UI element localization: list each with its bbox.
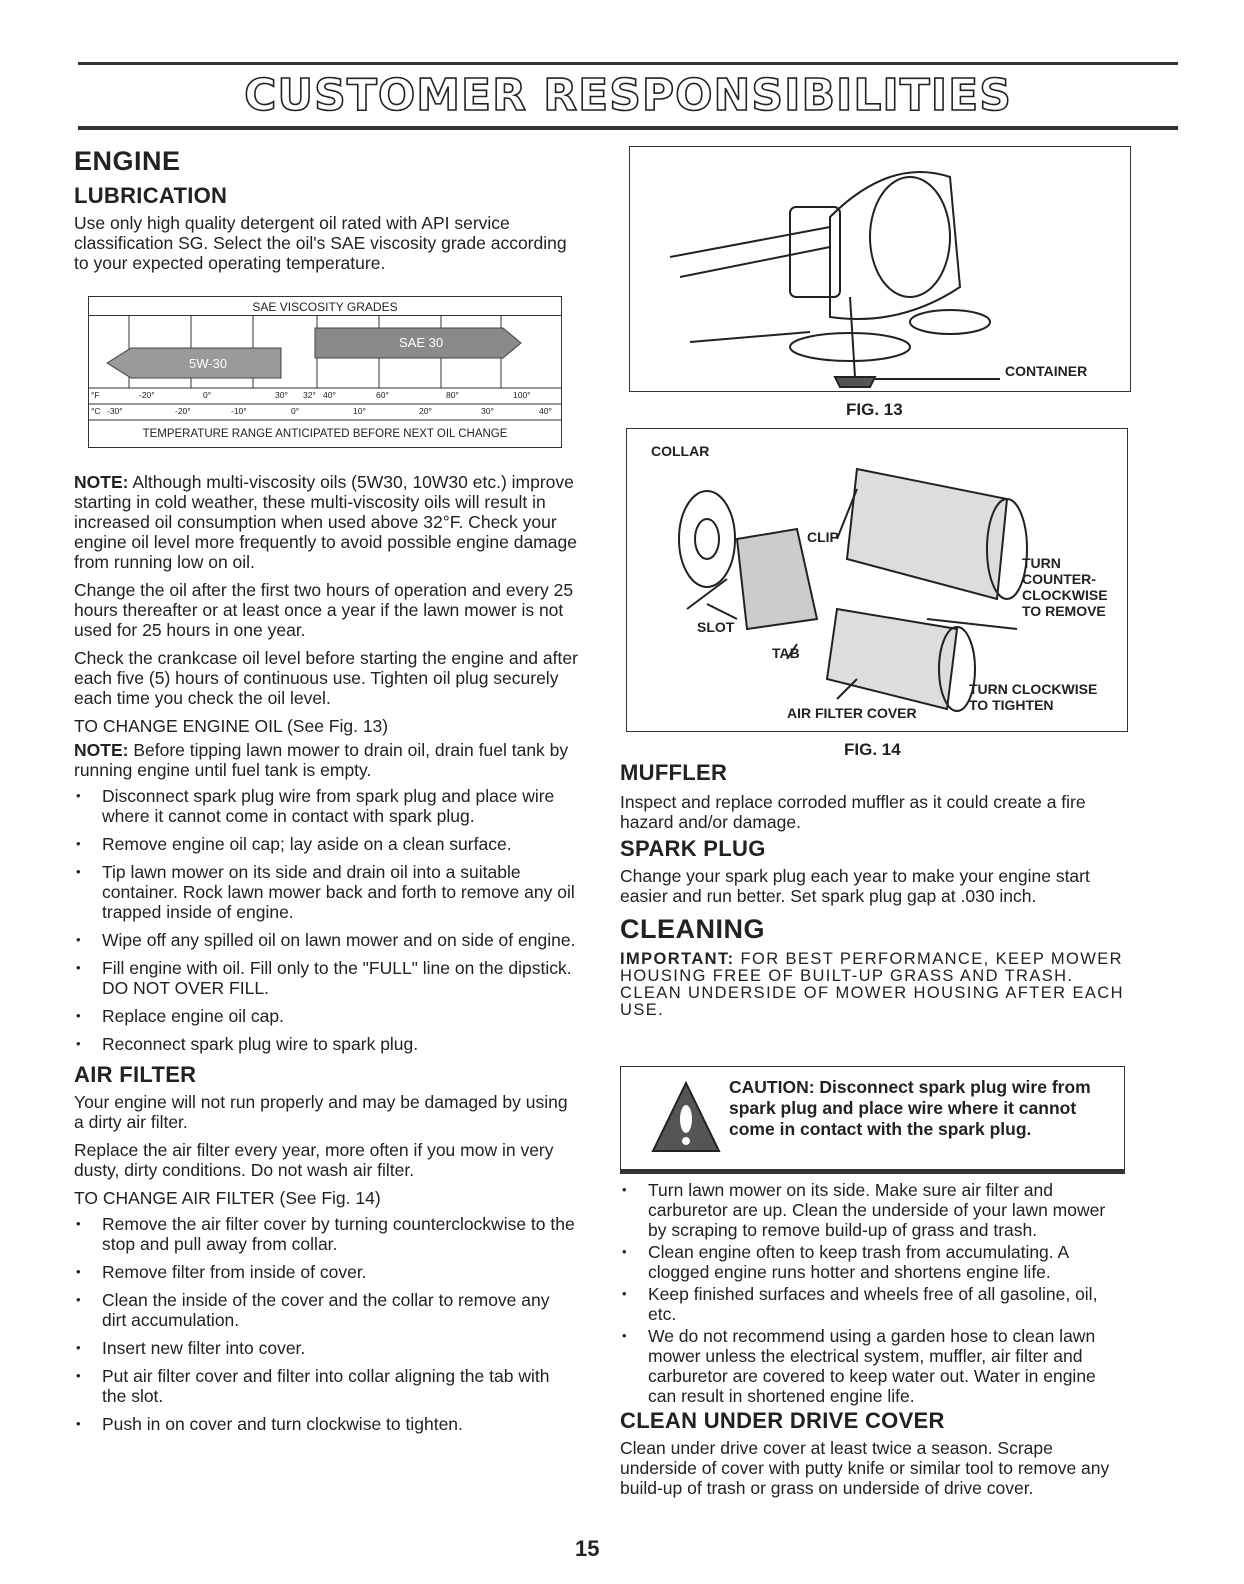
c-tick: -30° xyxy=(107,406,123,416)
list-item: • Wipe off any spilled oil on lawn mower and on side of engine. xyxy=(74,930,578,950)
c-unit: °C xyxy=(91,406,101,416)
fig14-label-turn-ccw: TURN COUNTER- CLOCKWISE TO REMOVE xyxy=(1022,555,1108,619)
list-item: • Tip lawn mower on its side and drain oil into a suitable container. Rock lawn mower back and forth to remove any oil trapped inside of engine. xyxy=(74,862,578,922)
viscosity-chart-title: SAE VISCOSITY GRADES xyxy=(252,300,398,314)
fig14-caption: FIG. 14 xyxy=(844,740,901,759)
viscosity-chart xyxy=(88,296,562,448)
spark-plug-text: Change your spark plug each year to make your engine start easier and run better. Set spark plug gap at .030 inch. xyxy=(620,866,1090,906)
list-item: • Put air filter cover and filter into collar aligning the tab with the slot. xyxy=(74,1366,578,1406)
f-tick: 60° xyxy=(376,390,389,400)
list-item: • Clean the inside of the cover and the collar to remove any dirt accumulation. xyxy=(74,1290,578,1330)
note-text: Before tipping lawn mower to drain oil, drain fuel tank by running engine until fuel tank is empty. xyxy=(74,740,569,780)
cleaning-heading: CLEANING xyxy=(620,914,765,944)
important-text: FOR BEST PERFORMANCE, KEEP MOWER HOUSING FREE OF BUILT-UP GRASS AND TRASH. CLEAN UNDERSIDE OF MOWER HOUSING AFTER EACH USE. xyxy=(620,950,1124,1019)
list-item: • Remove filter from inside of cover. xyxy=(74,1262,578,1282)
c-tick: 20° xyxy=(419,406,432,416)
fig14-label-clip: CLIP xyxy=(807,529,839,545)
page-number: 15 xyxy=(575,1536,600,1561)
f-tick: 30° xyxy=(275,390,288,400)
warning-icon xyxy=(651,1081,721,1155)
fig13-label-container: CONTAINER xyxy=(1005,363,1088,379)
c-tick: 0° xyxy=(291,406,300,416)
note-drain-fuel xyxy=(74,740,578,780)
note-multiviscosity xyxy=(74,472,578,572)
drive-cover-text: Clean under drive cover at least twice a season. Scrape underside of cover with putty knife or similar tool to remove any build-up of trash or grass on underside of drive cover. xyxy=(620,1438,1110,1498)
mower-oil-drain-drawing xyxy=(630,147,1130,391)
fig13-illustration xyxy=(629,146,1131,392)
top-rule xyxy=(78,62,1178,65)
f-tick: 80° xyxy=(446,390,459,400)
c-tick: 30° xyxy=(481,406,494,416)
change-oil-paragraph: Change the oil after the first two hours of operation and every 25 hours thereafter or at least once a year if the lawn mower is not used for 25 hours in one year. xyxy=(74,580,574,640)
c-tick: 10° xyxy=(353,406,366,416)
drive-cover-heading: CLEAN UNDER DRIVE COVER xyxy=(620,1408,945,1433)
spark-plug-heading: SPARK PLUG xyxy=(620,836,766,861)
to-change-oil-label: TO CHANGE ENGINE OIL (See Fig. 13) xyxy=(74,716,389,736)
fig14-label-turn-cw: TURN CLOCKWISE TO TIGHTEN xyxy=(969,681,1098,713)
right-column-lower xyxy=(620,1180,1125,1498)
list-item: • We do not recommend using a garden hose to clean lawn mower unless the electrical system, muffler, air filter and carburetor are covered to keep water out. Water in engine can result in shortened engine life. xyxy=(620,1326,1125,1406)
air-filter-heading: AIR FILTER xyxy=(74,1062,197,1087)
f-tick: 100° xyxy=(513,390,531,400)
note-label: NOTE: xyxy=(74,472,129,492)
list-item: • Insert new filter into cover. xyxy=(74,1338,578,1358)
c-tick: -20° xyxy=(175,406,191,416)
important-label: IMPORTANT: xyxy=(620,950,735,968)
note-label: NOTE: xyxy=(74,740,129,760)
left-column-body xyxy=(74,472,578,1442)
check-oil-paragraph: Check the crankcase oil level before starting the engine and after each five (5) hours of continuous use. Tighten oil plug securely each time you check the oil level. xyxy=(74,648,578,708)
oil-steps-list xyxy=(74,786,578,1054)
f-tick: -20° xyxy=(139,390,155,400)
to-change-air-label: TO CHANGE AIR FILTER (See Fig. 14) xyxy=(74,1188,381,1208)
f-tick: 0° xyxy=(203,390,212,400)
right-column-upper xyxy=(620,760,1125,1019)
f-tick: 40° xyxy=(323,390,336,400)
viscosity-chart-footer: TEMPERATURE RANGE ANTICIPATED BEFORE NEXT OIL CHANGE xyxy=(142,428,508,440)
list-item: • Clean engine often to keep trash from accumulating. A clogged engine runs hotter and shortens engine life. xyxy=(620,1242,1125,1282)
fig13-caption: FIG. 13 xyxy=(846,400,903,419)
band-sae30-label: SAE 30 xyxy=(399,335,444,350)
caution-text: CAUTION: Disconnect spark plug wire from spark plug and place wire where it cannot come in contact with the spark plug. xyxy=(729,1077,1091,1139)
muffler-heading: MUFFLER xyxy=(620,760,728,785)
band-5w30-label: 5W-30 xyxy=(189,356,228,371)
air-filter-paragraph-2: Replace the air filter every year, more often if you mow in very dusty, dirty conditions. Do not wash air filter. xyxy=(74,1140,554,1180)
air-filter-paragraph-1: Your engine will not run properly and may be damaged by using a dirty air filter. xyxy=(74,1092,568,1132)
fig14-illustration xyxy=(626,428,1128,732)
list-item: • Turn lawn mower on its side. Make sure air filter and carburetor are up. Clean the underside of your lawn mower by scraping to remove build-up of grass and trash. xyxy=(620,1180,1125,1240)
caution-box xyxy=(620,1066,1125,1174)
fig14-label-slot: SLOT xyxy=(697,619,735,635)
note-text: Although multi-viscosity oils (5W30, 10W30 etc.) improve starting in cold weather, these multi-viscosity oils will result in increased oil consumption when used above 32°F. Check your engine oil level more frequently to avoid possible engine damage from running low on oil. xyxy=(74,472,577,572)
air-steps-list xyxy=(74,1214,578,1434)
list-item: • Keep finished surfaces and wheels free of all gasoline, oil, etc. xyxy=(620,1284,1125,1324)
list-item: • Reconnect spark plug wire to spark plug. xyxy=(74,1034,578,1054)
page-title: CUSTOMER RESPONSIBILITIES xyxy=(244,70,1012,121)
fig14-label-collar: COLLAR xyxy=(651,443,710,459)
list-item: • Remove the air filter cover by turning counterclockwise to the stop and pull away from collar. xyxy=(74,1214,578,1254)
f-unit: °F xyxy=(91,390,100,400)
important-notice xyxy=(620,951,1125,1019)
lubrication-heading: LUBRICATION xyxy=(74,183,228,208)
c-tick: 40° xyxy=(539,406,552,416)
list-item: • Fill engine with oil. Fill only to the "FULL" line on the dipstick. DO NOT OVER FILL. xyxy=(74,958,578,998)
fig14-label-tab: TAB xyxy=(772,645,800,661)
lubrication-text: Use only high quality detergent oil rated with API service classification SG. Select the oil's SAE viscosity grade according to your expected operating temperature. xyxy=(74,213,567,273)
fig14-label-air-filter-cover: AIR FILTER COVER xyxy=(787,705,917,721)
cleaning-steps-list xyxy=(620,1180,1125,1406)
engine-heading: ENGINE xyxy=(74,146,181,176)
muffler-text: Inspect and replace corroded muffler as it could create a fire hazard and/or damage. xyxy=(620,792,1086,832)
list-item: • Replace engine oil cap. xyxy=(74,1006,578,1026)
list-item: • Push in on cover and turn clockwise to tighten. xyxy=(74,1414,578,1434)
left-column xyxy=(74,146,578,273)
c-tick: -10° xyxy=(231,406,247,416)
title-underline xyxy=(78,126,1178,130)
list-item: • Disconnect spark plug wire from spark plug and place wire where it cannot come in contact with spark plug. xyxy=(74,786,578,826)
list-item: • Remove engine oil cap; lay aside on a clean surface. xyxy=(74,834,578,854)
f-tick: 32° xyxy=(303,390,316,400)
